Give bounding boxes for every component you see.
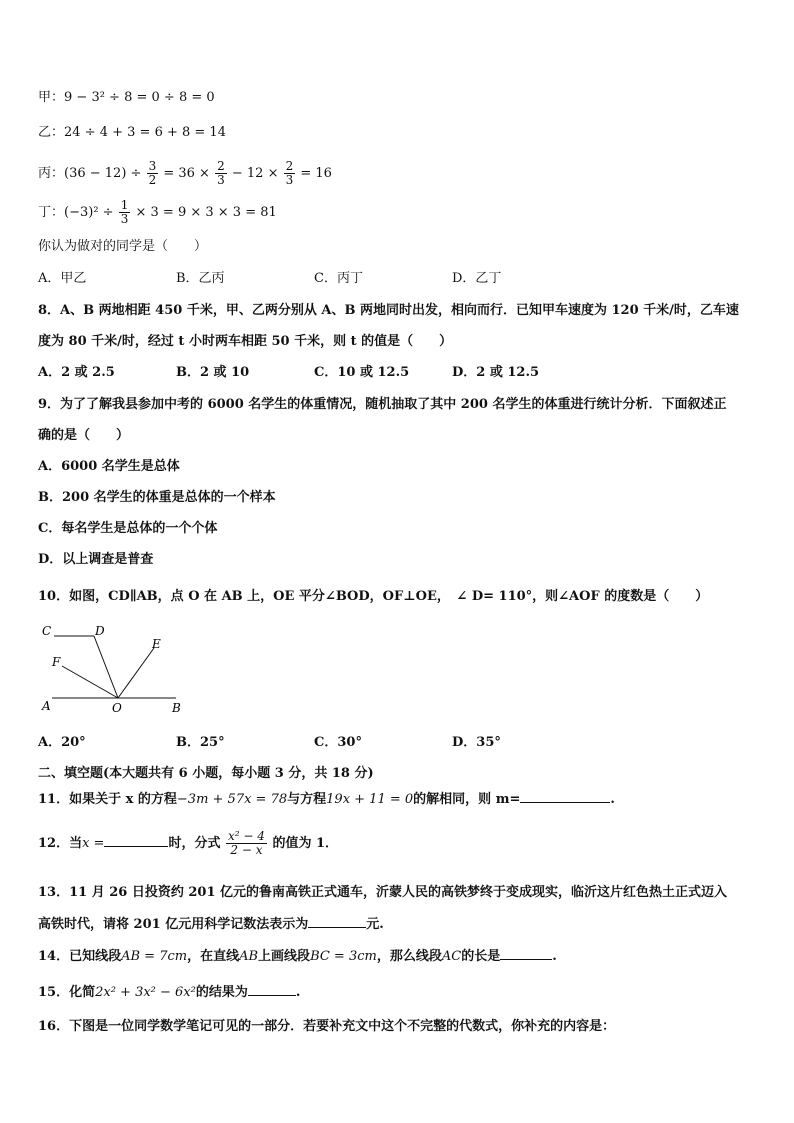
section-title: 二、填空题(本大题共有 6 小题，每小题 3 分，共 18 分) [38, 766, 374, 781]
q7-jia-line: 甲：9 − 3² ÷ 8 = 0 ÷ 8 = 0 [38, 90, 215, 105]
q7-option-a[interactable]: A．甲乙 [38, 271, 87, 286]
label-a: A [42, 699, 51, 713]
q7-jia-expression: 9 − 3² ÷ 8 = 0 ÷ 8 = 0 [64, 90, 215, 105]
q15-text: 15．化简2x² + 3x² − 6x²的结果为 . [38, 985, 301, 1000]
label-e: E [152, 637, 161, 651]
q16-text: 16．下图是一位同学数学笔记可见的一部分．若要补充文中这个不完整的代数式，你补充的内容是： [38, 1019, 616, 1034]
q7-option-d[interactable]: D．乙丁 [452, 271, 502, 286]
q7-bing-line: 丙：(36 − 12) ÷ $\frac{3}{2}$ = 36 × $\frac{2}{3}$ − 12 × $\frac{2}{3}$ = 16 [38, 159, 332, 187]
answer-blank[interactable] [308, 915, 366, 928]
q10-text: 10．如图，CD∥AB，点 O 在 AB 上，OE 平分∠BOD，OF⊥OE， ∠ D= 110°，则∠AOF 的度数是（ ） [38, 589, 709, 604]
q7-option-b[interactable]: B．乙丙 [176, 271, 225, 286]
q9-text-line1: 9．为了了解我县参加中考的 6000 名学生的体重情况，随机抽取了其中 200 名学生的体重进行统计分析．下面叙述正 [38, 397, 727, 412]
q9-option-b[interactable]: B．200 名学生的体重是总体的一个样本 [38, 490, 276, 505]
q8-option-a[interactable]: A．2 或 2.5 [38, 365, 115, 380]
q9-option-a[interactable]: A．6000 名学生是总体 [38, 459, 180, 474]
label-f: F [52, 655, 61, 669]
q9-text-line2: 确的是（ ） [38, 428, 130, 443]
q7-option-c[interactable]: C．丙丁 [314, 271, 363, 286]
line-oe [118, 648, 154, 698]
fraction: $\frac{2}{3}$ [285, 159, 294, 187]
q8-option-d[interactable]: D．2 或 12.5 [452, 365, 540, 380]
q7-question: 你认为做对的同学是（ ） [38, 239, 208, 254]
q10-option-a[interactable]: A．20° [38, 735, 86, 750]
answer-blank[interactable] [248, 983, 296, 996]
q13-text-line1: 13．11 月 26 日投资约 201 亿元的鲁南高铁正式通车，沂蒙人民的高铁梦终于变成现实，临沂这片红色热土正式迈入 [38, 885, 728, 900]
q12-text: 12．当x = 时，分式 $\frac{\text{x² − 4}}{2 - x}$ 的值为 1． [38, 829, 339, 857]
answer-blank[interactable] [520, 790, 610, 803]
q10-option-b[interactable]: B．25° [176, 735, 225, 750]
q9-option-d[interactable]: D．以上调查是普查 [38, 552, 154, 567]
answer-blank[interactable] [500, 947, 552, 960]
fraction: $\frac{\text{x² − 4}}{2 - x}$ [228, 829, 265, 857]
q8-text-line2: 度为 80 千米/时，经过 t 小时两车相距 50 千米，则 t 的值是（ ） [38, 334, 453, 349]
label-b: B [172, 701, 181, 715]
label-d: D [95, 624, 105, 638]
label-c: C [42, 624, 52, 638]
q9-option-c[interactable]: C．每名学生是总体的一个个体 [38, 521, 218, 536]
q7-ding-line: 丁：(−3)² ÷ $\frac{1}{3}$ × 3 = 9 × 3 × 3 = 81 [38, 198, 277, 226]
q10-option-c[interactable]: C．30° [314, 735, 362, 750]
q8-option-c[interactable]: C．10 或 12.5 [314, 365, 410, 380]
q13-text-line2: 高铁时代，请将 201 亿元用科学记数法表示为 元. [38, 917, 384, 932]
fraction: $\frac{3}{2}$ [148, 159, 157, 187]
label-o: O [112, 701, 122, 715]
fraction: $\frac{2}{3}$ [217, 159, 225, 187]
q10-geometry-figure [36, 620, 196, 720]
q11-text: 11．如果关于 x 的方程−3m + 57x = 78与方程19x + 11 = 0的解相同，则 m= . [38, 792, 615, 807]
q8-text-line1: 8．A、B 两地相距 450 千米，甲、乙两分别从 A、B 两地同时出发，相向而行．已知甲车速度为 120 千米/时，乙车速 [38, 303, 739, 318]
answer-blank[interactable] [104, 834, 168, 847]
q14-text: 14．已知线段AB = 7cm，在直线AB上画线段BC = 3cm，那么线段AC的长是 . [38, 949, 557, 964]
line-od [94, 636, 118, 698]
q8-option-b[interactable]: B．2 或 10 [176, 365, 250, 380]
line-of [62, 666, 118, 698]
q7-yi-line: 乙：24 ÷ 4 + 3 = 6 + 8 = 14 [38, 125, 226, 140]
q7-yi-expression: 24 ÷ 4 + 3 = 6 + 8 = 14 [64, 125, 226, 140]
fraction: $\frac{1}{3}$ [120, 198, 129, 226]
q10-option-d[interactable]: D．35° [452, 735, 501, 750]
